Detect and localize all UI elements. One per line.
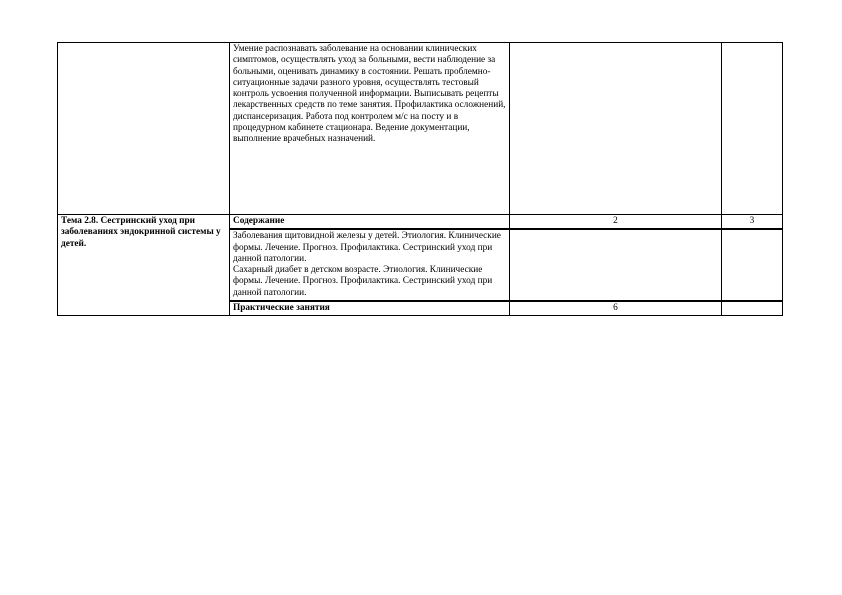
practice-label-cell <box>230 301 510 316</box>
practice-hours-cell <box>510 301 722 316</box>
content-label-cell <box>230 215 510 230</box>
topic-title: Тема 2.8. Сестринский уход при заболеваниях эндокринной системы у детей. <box>61 216 221 249</box>
content-body-hours-cell <box>510 229 722 301</box>
content-body-level-cell <box>722 229 783 301</box>
skills-text: Умение распознавать заболевание на основании клинических симптомов, осуществлять уход за больными, вести наблюдение за больными, оценивать динамику в состоянии. Решать проблемно-ситуационные задачи разного уровня, осуществлять тестовый контроль усвоения полученной информации. Выписывать рецепты лекарственных средств по теме занятия. Профилактика осложнений, диспансеризация. Работа под контролем м/с на посту и в процедурном кабинете стационара. Ведение документации, выполнение врачебных назначений. <box>233 44 506 145</box>
content-hours-cell <box>510 215 722 230</box>
practice-hours: 6 <box>613 303 618 314</box>
topic-cell-empty <box>58 43 230 215</box>
skills-cell <box>230 43 510 215</box>
content-level: 3 <box>749 216 755 226</box>
content-paragraph-1: Заболевания щитовидной железы у детей. Этиология. Клинические формы. Лечение. Прогноз. Профилактика. Сестринский уход при данной патологии. <box>233 231 501 264</box>
content-label: Содержание <box>233 216 285 226</box>
content-hours: 2 <box>613 216 618 226</box>
content-level-cell <box>722 215 783 230</box>
level-cell-empty <box>722 43 783 215</box>
table-row-skills <box>58 43 783 215</box>
content-paragraph-2: Сахарный диабет в детском возрасте. Этиология. Клинические формы. Лечение. Прогноз. Профилактика. Сестринский уход при данной патологии. <box>233 265 493 298</box>
content-body-cell <box>230 229 510 301</box>
practice-label: Практические занятия <box>233 303 330 314</box>
curriculum-table <box>57 42 783 316</box>
hours-cell-empty <box>510 43 722 215</box>
practice-level-cell <box>722 301 783 316</box>
topic-cell <box>58 215 230 316</box>
table-row-content-header <box>58 215 783 230</box>
